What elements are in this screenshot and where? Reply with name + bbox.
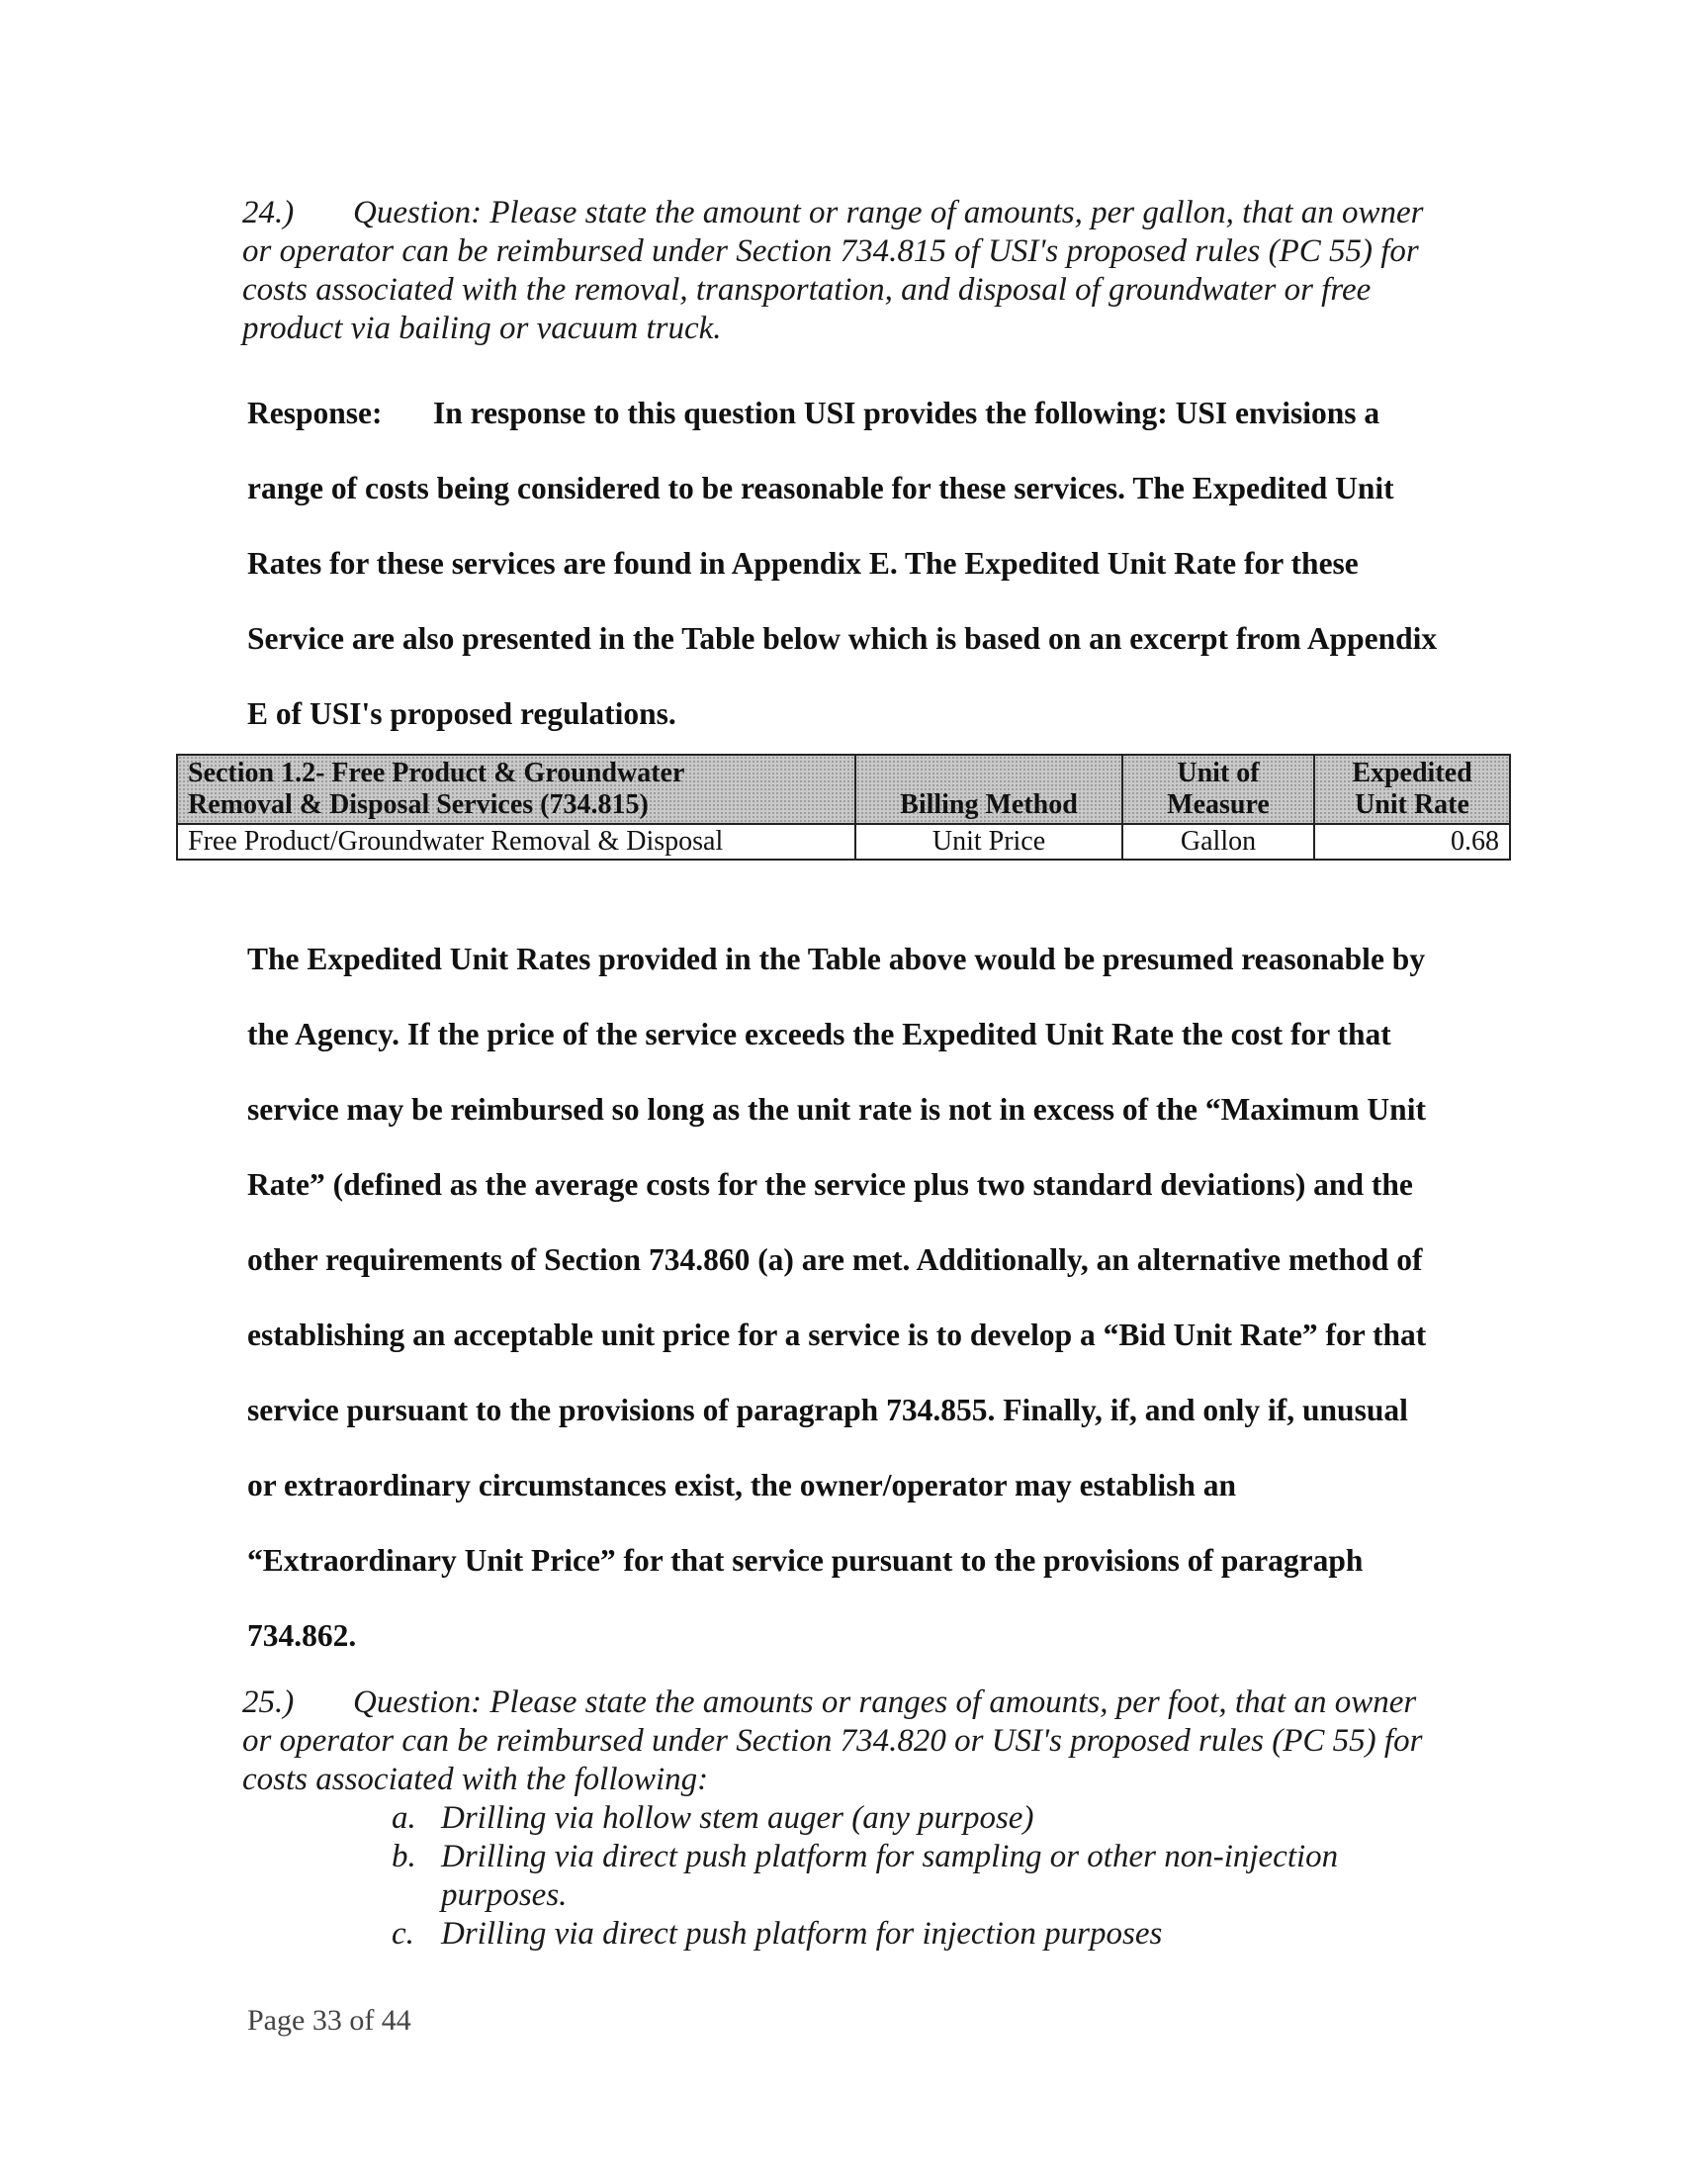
list-item-letter: b. <box>392 1839 416 1874</box>
list-item-text: Drilling via direct push platform for injection purposes <box>441 1916 1163 1952</box>
header-section-line2: Removal & Disposal Services (734.815) <box>188 789 649 820</box>
question-25 <box>242 1684 1449 1799</box>
list-item-letter: a. <box>392 1800 416 1836</box>
header-rate-line2: Unit Rate <box>1355 789 1469 820</box>
rates-table-header-row <box>177 755 1510 824</box>
cell-rate: 0.68 <box>1314 824 1510 860</box>
header-unit-of-measure <box>1122 755 1314 824</box>
header-expedited-unit-rate <box>1314 755 1510 824</box>
header-unit-line1: Unit of <box>1177 758 1260 788</box>
cell-billing-method: Unit Price <box>855 824 1122 860</box>
list-item-text: Drilling via hollow stem auger (any purpose) <box>441 1800 1034 1836</box>
header-billing-method: Billing Method <box>855 755 1122 824</box>
question-25-text: Question: Please state the amounts or ranges of amounts, per foot, that an owner or operator can be reimbursed under Section 734.820 or USI's proposed rules (PC 55) for costs associated with the following: <box>242 1684 1423 1797</box>
list-item <box>392 1915 1420 1954</box>
rates-table-container <box>176 754 1509 861</box>
list-item <box>392 1799 1420 1838</box>
response-text: In response to this question USI provides the following: USI envisions a range of costs being considered to be reasonable for these services. The Expedited Unit Rates for these services are found in Appendix E. The Expedited Unit Rate for these Service are also presented in the Table below which is based on an excerpt from Appendix E of USI's proposed regulations. <box>247 396 1438 731</box>
header-unit-line2: Measure <box>1167 789 1270 820</box>
page-number: Page 33 of 44 <box>247 2004 411 2037</box>
explanation-paragraph: The Expedited Unit Rates provided in the Table above would be presumed reasonable by the Agency. If the price of the service exceeds the Expedited Unit Rate the cost for that service may be reimbursed so long as the unit rate is not in excess of the “Maximum Unit Rate” (defined as the average costs for the service plus two standard deviations) and the other requirements of Section 734.860 (a) are met. Additionally, an alternative method of establishing an acceptable unit price for a service is to develop a “Bid Unit Rate” for that service pursuant to the provisions of paragraph 734.855. Finally, if, and only if, unusual or extraordinary circumstances exist, the owner/operator may establish an “Extraordinary Unit Price” for that service pursuant to the provisions of paragraph 734.862. <box>247 942 1427 1653</box>
question-25-sublist <box>392 1799 1420 1954</box>
list-item <box>392 1838 1420 1915</box>
question-24-text: Question: Please state the amount or range of amounts, per gallon, that an owner or operator can be reimbursed under Section 734.815 of USI's proposed rules (PC 55) for costs associated with the removal, transportation, and disposal of groundwater or free product via bailing or vacuum truck. <box>242 195 1424 346</box>
header-section-line1: Section 1.2- Free Product & Groundwater <box>188 758 685 788</box>
response-paragraph <box>247 376 1444 752</box>
question-24-number: 24.) <box>242 195 295 230</box>
header-rate-line1: Expedited <box>1352 758 1472 788</box>
response-label: Response: <box>247 396 383 430</box>
cell-unit: Gallon <box>1122 824 1314 860</box>
question-24 <box>242 194 1449 348</box>
rates-table <box>176 754 1511 861</box>
table-row <box>177 824 1510 860</box>
list-item-text: Drilling via direct push platform for sampling or other non-injection purposes. <box>441 1839 1339 1913</box>
cell-service: Free Product/Groundwater Removal & Disposal <box>177 824 855 860</box>
header-section <box>177 755 855 824</box>
list-item-letter: c. <box>392 1916 414 1952</box>
question-25-number: 25.) <box>242 1684 295 1720</box>
